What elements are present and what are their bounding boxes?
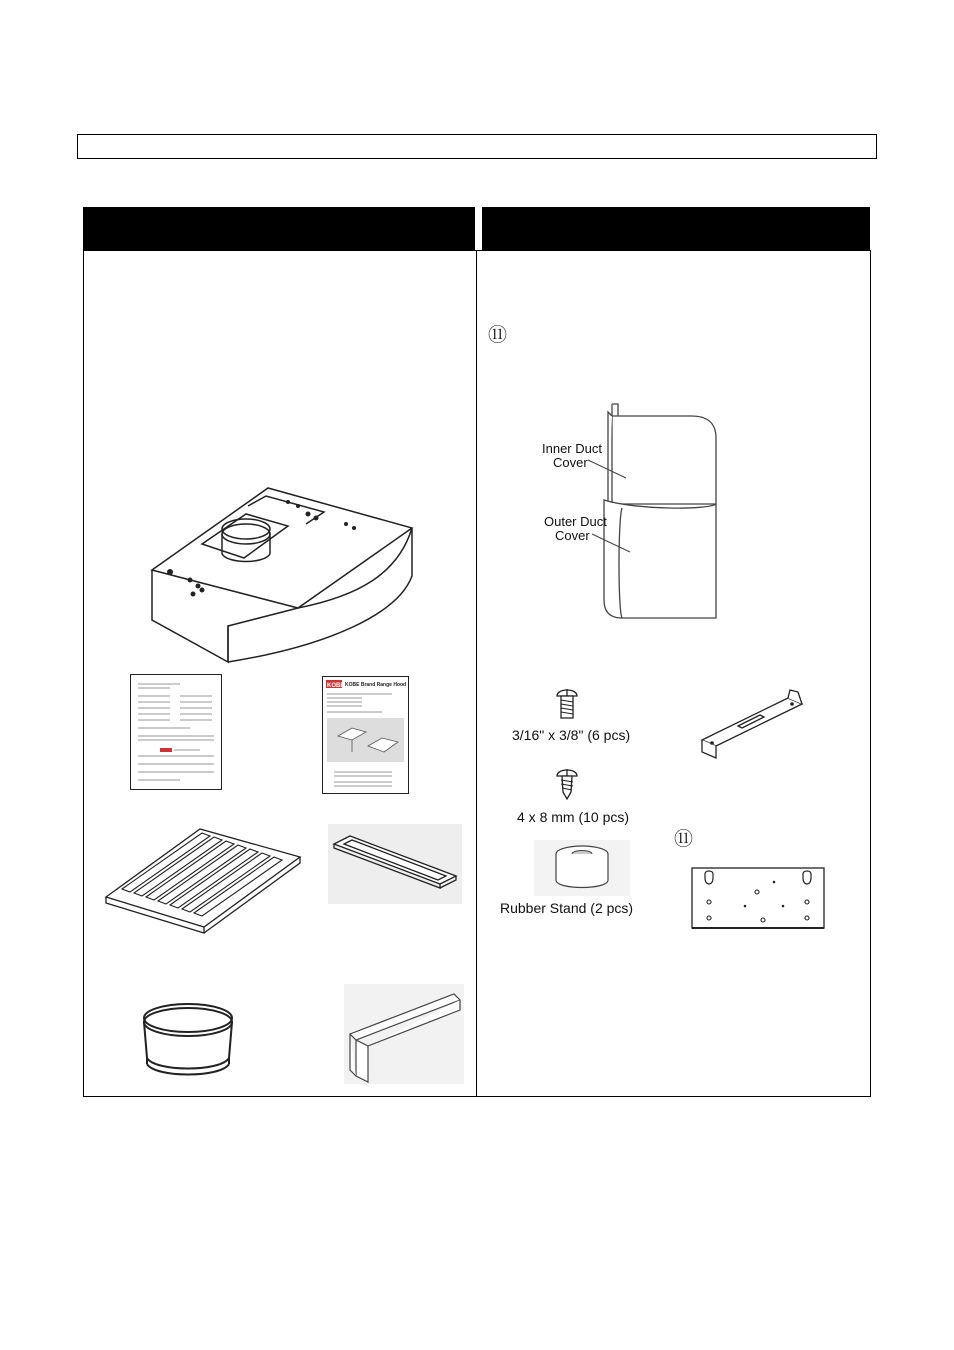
inner-duct-cover-label-1: Inner Duct (542, 441, 602, 456)
inner-duct-cover-label-2: Cover (553, 455, 588, 470)
duct-bracket-illustration (698, 688, 808, 764)
outer-duct-cover-label-2: Cover (555, 528, 590, 543)
column-header-left (83, 207, 475, 250)
duct-collar-illustration (137, 1000, 239, 1084)
rubber-stand-label: Rubber Stand (2 pcs) (500, 900, 634, 916)
small-screw-label: 4 x 8 mm (10 pcs) (517, 809, 630, 825)
column-header-right (482, 207, 870, 250)
item-marker-11-bottom: ⑪ (674, 829, 694, 850)
large-screw-label: 3/16" x 3/8" (6 pcs) (512, 727, 631, 743)
mounting-plate-illustration (691, 866, 825, 930)
title-box (77, 134, 877, 159)
callout-leaders (586, 458, 632, 554)
aluminum-tape-illustration (344, 984, 464, 1084)
manual-heading: KOBE Brand Range Hood (345, 682, 407, 688)
warranty-card-illustration (130, 674, 222, 790)
manual-cover-illustration (322, 676, 409, 794)
filter-frame-illustration (328, 824, 462, 904)
outer-duct-cover-label-1: Outer Duct (544, 514, 607, 529)
range-hood-illustration (148, 484, 416, 666)
grease-filter-illustration (104, 827, 302, 933)
item-marker-11-top: ⑪ (488, 325, 508, 346)
column-divider (476, 250, 477, 1097)
small-screw-icon (555, 766, 579, 800)
manual-brand: KOBE (327, 683, 345, 689)
rubber-stand-icon (534, 840, 630, 896)
large-screw-icon (555, 686, 579, 720)
